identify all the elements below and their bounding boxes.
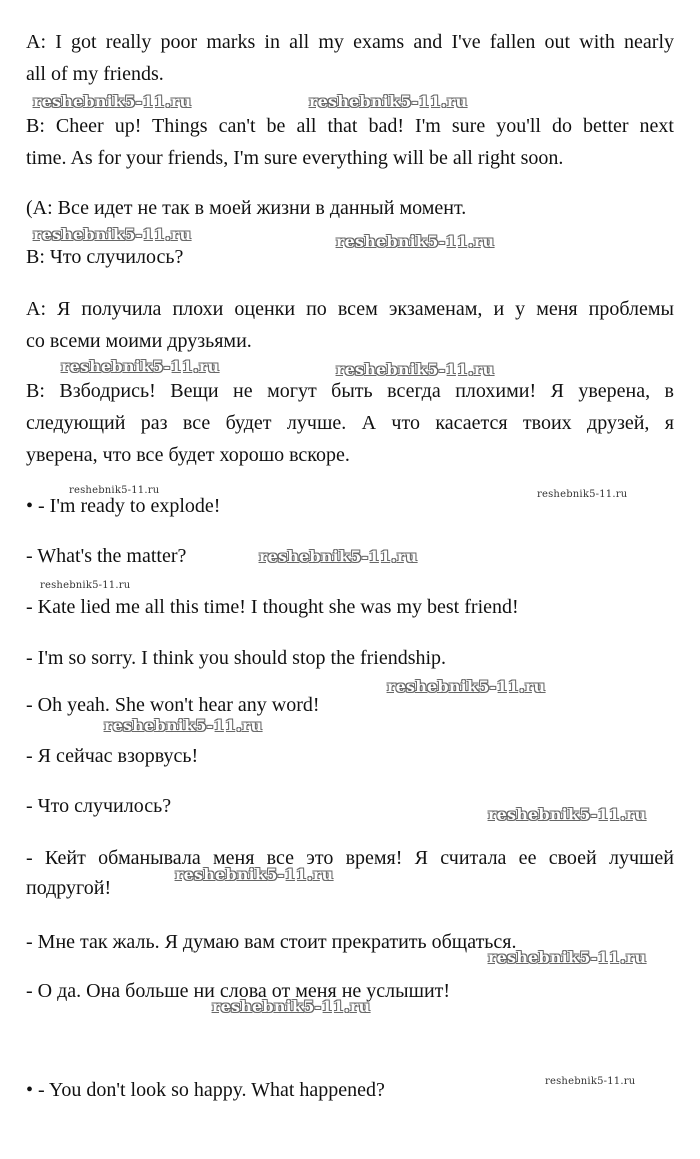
translation-line: B: Что случилось?	[26, 246, 184, 268]
watermark: reshebnik5-11.ru	[545, 1076, 636, 1087]
translation-line: (A: Все идет не так в моей жизни в данный момент.	[26, 197, 467, 219]
dialogue-line: • - You don't look so happy. What happened?	[26, 1079, 385, 1101]
watermark: reshebnik5-11.ru	[336, 232, 495, 251]
translation-line: со всеми моими друзьями.	[26, 330, 252, 352]
translation-line: A: Я получила плохи оценки по всем экзаменам, и у меня проблемы	[26, 298, 674, 320]
dialogue-line: - Oh yeah. She won't hear any word!	[26, 694, 320, 716]
translation-line: - Что случилось?	[26, 795, 172, 817]
dialogue-line: B: Cheer up! Things can't be all that bad! I'm sure you'll do better next	[26, 115, 674, 137]
watermark: reshebnik5-11.ru	[537, 489, 628, 500]
dialogue-line: A: I got really poor marks in all my exams and I've fallen out with nearly	[26, 31, 674, 53]
watermark: reshebnik5-11.ru	[40, 580, 131, 591]
watermark: reshebnik5-11.ru	[69, 485, 160, 496]
dialogue-line: • - I'm ready to explode!	[26, 495, 221, 517]
watermark: reshebnik5-11.ru	[212, 997, 371, 1016]
watermark: reshebnik5-11.ru	[175, 865, 334, 884]
dialogue-line: all of my friends.	[26, 63, 164, 85]
translation-line: уверена, что все будет хорошо вскоре.	[26, 444, 350, 466]
translation-line: B: Взбодрись! Вещи не могут быть всегда плохими! Я уверена, в	[26, 380, 674, 402]
dialogue-line: - What's the matter?	[26, 545, 187, 567]
translation-line: - Мне так жаль. Я думаю вам стоит прекратить общаться.	[26, 931, 517, 953]
dialogue-line: - I'm so sorry. I think you should stop the friendship.	[26, 647, 447, 669]
translation-line: - Я сейчас взорвусь!	[26, 745, 199, 767]
watermark: reshebnik5-11.ru	[387, 677, 546, 696]
watermark: reshebnik5-11.ru	[33, 225, 192, 244]
watermark: reshebnik5-11.ru	[336, 360, 495, 379]
watermark: reshebnik5-11.ru	[259, 547, 418, 566]
translation-line: - О да. Она больше ни слова от меня не услышит!	[26, 980, 451, 1002]
translation-line: подругой!	[26, 877, 112, 899]
watermark: reshebnik5-11.ru	[488, 805, 647, 824]
translation-line: - Кейт обманывала меня все это время! Я считала ее своей лучшей	[26, 847, 674, 869]
watermark: reshebnik5-11.ru	[61, 357, 220, 376]
watermark: reshebnik5-11.ru	[104, 716, 263, 735]
watermark: reshebnik5-11.ru	[309, 92, 468, 111]
watermark: reshebnik5-11.ru	[33, 92, 192, 111]
dialogue-line: time. As for your friends, I'm sure everything will be all right soon.	[26, 147, 564, 169]
dialogue-line: - Kate lied me all this time! I thought she was my best friend!	[26, 596, 519, 618]
watermark: reshebnik5-11.ru	[488, 948, 647, 967]
translation-line: следующий раз все будет лучше. А что касается твоих друзей, я	[26, 412, 674, 434]
